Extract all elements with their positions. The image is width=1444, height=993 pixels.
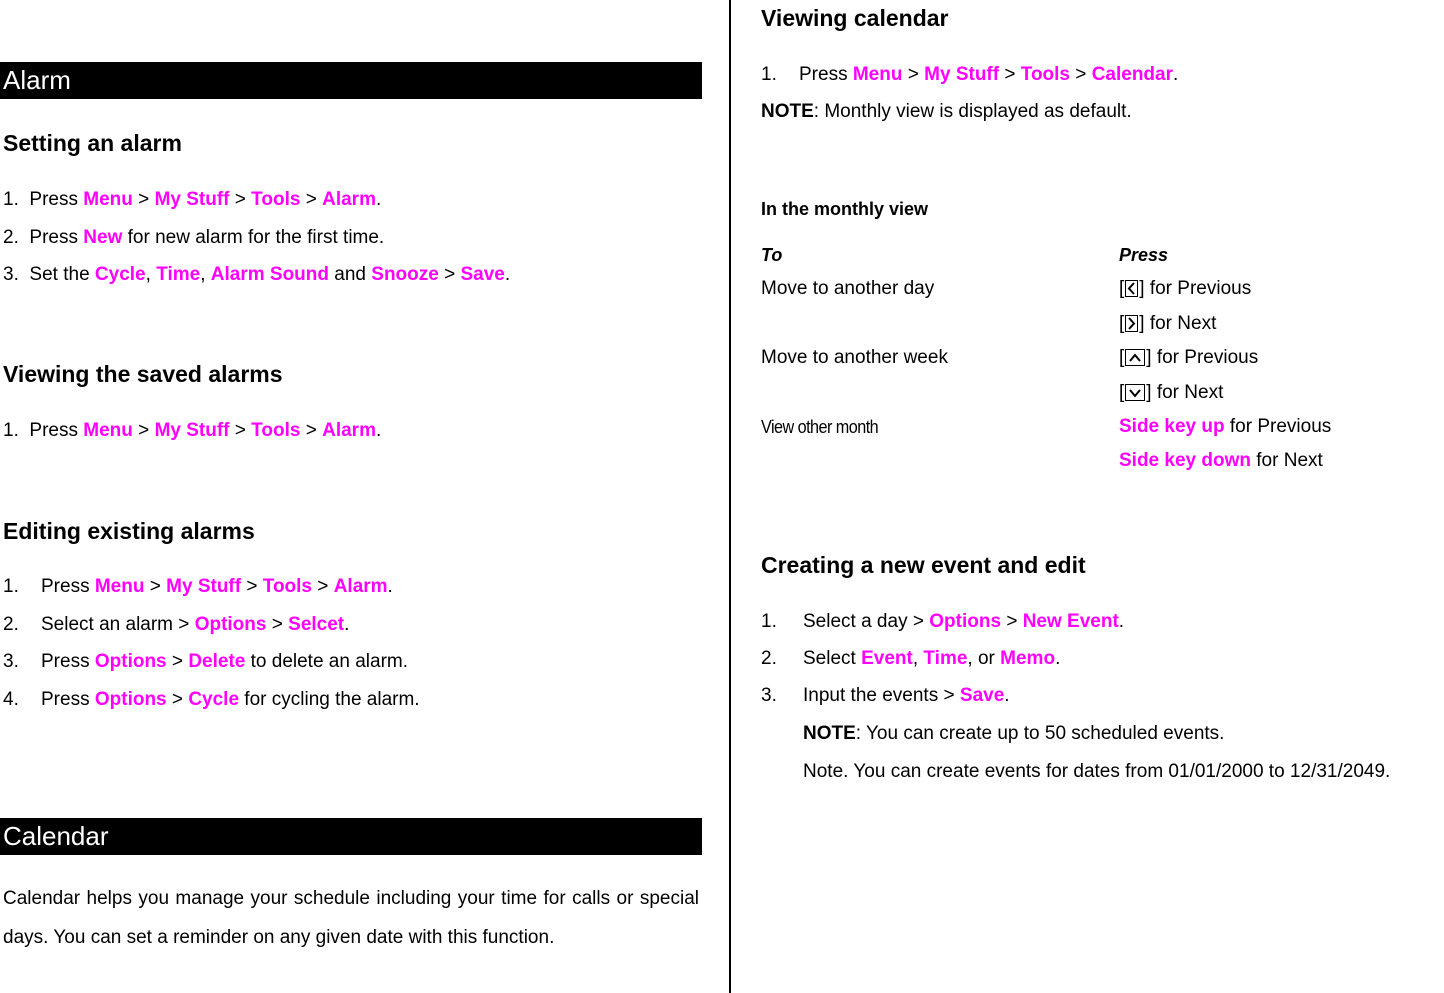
monthly-view-title: In the monthly view <box>761 199 929 219</box>
editing-step-3: 3. Press Options > Delete to delete an alarm. <box>3 651 408 672</box>
row-move-week-next: [ ] for Next <box>1119 382 1224 403</box>
nav-left-icon <box>1125 280 1138 297</box>
creating-event-title: Creating a new event and edit <box>761 552 1086 578</box>
col-header-press: Press <box>1119 245 1169 265</box>
nav-down-icon <box>1125 384 1145 401</box>
creating-note: NOTE: You can create up to 50 scheduled events. <box>803 723 1225 744</box>
editing-step-2: 2. Select an alarm > Options > Selcet. <box>3 614 350 635</box>
viewing-alarms-title: Viewing the saved alarms <box>3 361 283 387</box>
editing-step-1: 1. Press Menu > My Stuff > Tools > Alarm. <box>3 576 393 597</box>
row-move-week-previous: [ ] for Previous <box>1119 347 1259 368</box>
alarm-heading-bar <box>0 62 702 99</box>
row-view-month-previous: Side key up for Previous <box>1119 416 1332 437</box>
column-divider <box>729 0 731 993</box>
setting-step-2: 2. Press New for new alarm for the first time. <box>3 227 385 248</box>
editing-alarms-title: Editing existing alarms <box>3 518 255 544</box>
viewing-calendar-step-1: 1. Press Menu > My Stuff > Tools > Calendar. <box>761 64 1179 85</box>
row-view-month: View other month <box>761 417 879 437</box>
creating-step-2: 2. Select Event, Time, or Memo. <box>761 648 1061 669</box>
alarm-heading: Alarm <box>3 65 71 95</box>
creating-step-3: 3. Input the events > Save. <box>761 685 1010 706</box>
row-view-month-next: Side key down for Next <box>1119 450 1323 471</box>
setting-step-1: 1. Press Menu > My Stuff > Tools > Alarm. <box>3 189 382 210</box>
setting-alarm-title: Setting an alarm <box>3 130 182 156</box>
calendar-heading: Calendar <box>3 821 109 851</box>
row-move-day-next: [ ] for Next <box>1119 313 1217 334</box>
row-move-day-previous: [ ] for Previous <box>1119 278 1252 299</box>
calendar-heading-bar <box>0 818 702 855</box>
viewing-calendar-note: NOTE: Monthly view is displayed as default. <box>761 101 1132 122</box>
nav-right-icon <box>1125 315 1138 332</box>
creating-step-1: 1. Select a day > Options > New Event. <box>761 611 1125 632</box>
viewing-alarms-step-1: 1. Press Menu > My Stuff > Tools > Alarm. <box>3 420 382 441</box>
col-header-to: To <box>761 245 783 265</box>
calendar-description: Calendar helps you manage your schedule including your time for calls or special days. You can set a reminder on any given date with this function. <box>3 888 699 948</box>
setting-step-3: 3. Set the Cycle, Time, Alarm Sound and Snooze > Save. <box>3 264 511 285</box>
editing-step-4: 4. Press Options > Cycle for cycling the alarm. <box>3 689 420 710</box>
row-move-week: Move to another week <box>761 347 948 368</box>
creating-note-2: Note. You can create events for dates from 01/01/2000 to 12/31/2049. <box>803 761 1391 782</box>
row-move-day: Move to another day <box>761 278 935 299</box>
nav-up-icon <box>1125 349 1145 366</box>
viewing-calendar-title: Viewing calendar <box>761 5 949 31</box>
